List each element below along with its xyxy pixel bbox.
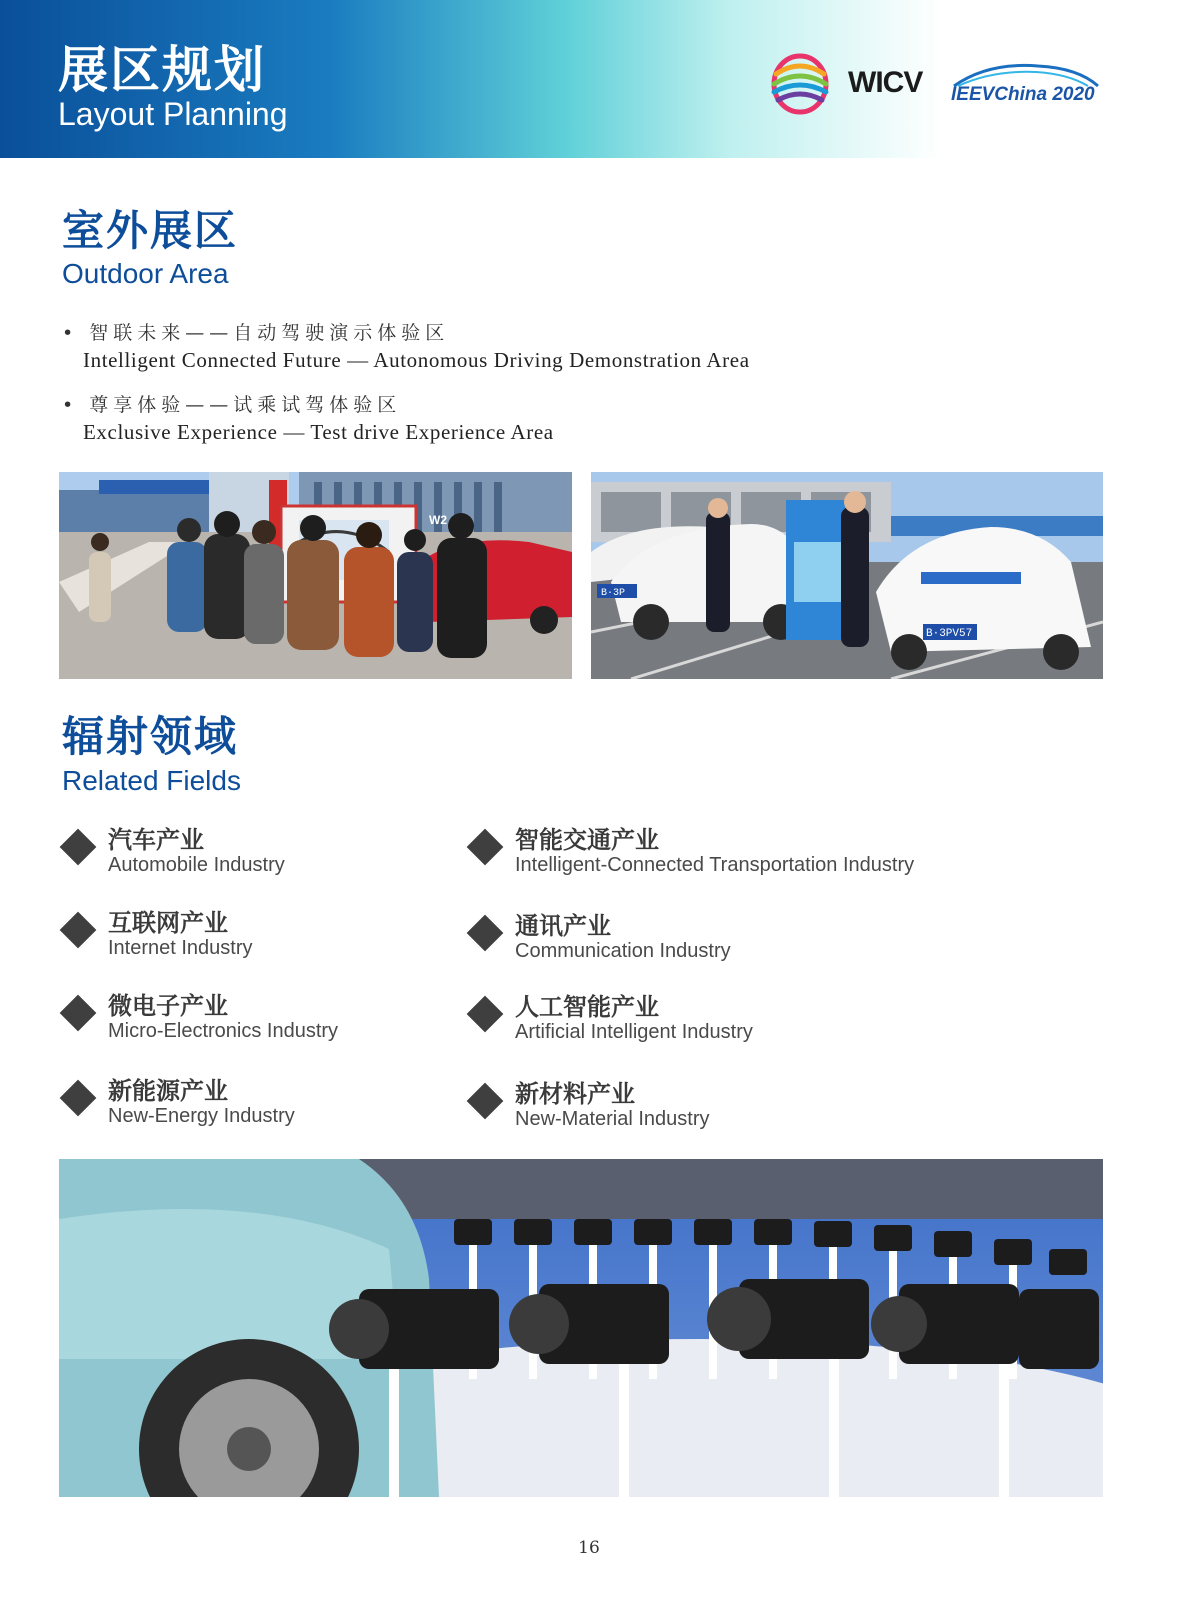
- wicv-logo-text: WICV: [848, 66, 923, 99]
- diamond-bullet-icon: [60, 829, 97, 866]
- field-label-cn: 互联网产业: [108, 909, 228, 937]
- diamond-bullet-icon: [60, 912, 97, 949]
- diamond-bullet-icon: [467, 915, 504, 952]
- field-transportation: [467, 820, 947, 890]
- photo-plate-left: B·3P: [601, 588, 626, 599]
- outdoor-item-1-en: Intelligent Connected Future — Autonomous Driving Demonstration Area: [83, 348, 750, 372]
- field-artificial-intelligence: [467, 987, 947, 1057]
- photo-plate-right: B·3PV57: [926, 628, 973, 640]
- header-banner: [0, 0, 1178, 158]
- page-number: 16: [578, 1538, 600, 1558]
- field-label-cn: 微电子产业: [108, 992, 228, 1020]
- photo-sign-text: W2: [429, 513, 447, 527]
- field-communication: [467, 906, 947, 976]
- outdoor-title-cn: 室外展区: [62, 206, 239, 255]
- field-label-cn: 人工智能产业: [515, 993, 659, 1021]
- field-label-en: Intelligent-Connected Transportation Industry: [515, 854, 915, 876]
- photo-autonomous-driving-demo: [59, 472, 572, 679]
- field-label-en: Internet Industry: [108, 937, 253, 959]
- outdoor-item-2-cn: • 尊享体验——试乘试驾体验区: [62, 394, 402, 416]
- field-label-en: New-Material Industry: [515, 1108, 710, 1130]
- ieev-china-logo-text: IEEVChina 2020: [951, 84, 1095, 105]
- outdoor-item-1-cn: • 智联未来——自动驾驶演示体验区: [62, 322, 450, 344]
- field-label-cn: 通讯产业: [515, 912, 611, 940]
- field-label-cn: 新材料产业: [515, 1080, 635, 1108]
- photo-test-drive-experience: [591, 472, 1103, 679]
- field-label-en: New-Energy Industry: [108, 1105, 295, 1127]
- page-title-en: Layout Planning: [58, 96, 288, 132]
- field-new-material: [467, 1074, 947, 1144]
- diamond-bullet-icon: [60, 1080, 97, 1117]
- outdoor-title-en: Outdoor Area: [62, 258, 229, 289]
- page-title-cn: 展区规划: [58, 41, 266, 99]
- field-label-cn: 汽车产业: [108, 826, 204, 854]
- field-label-cn: 新能源产业: [108, 1077, 228, 1105]
- diamond-bullet-icon: [467, 996, 504, 1033]
- diamond-bullet-icon: [467, 1083, 504, 1120]
- field-label-en: Artificial Intelligent Industry: [515, 1021, 753, 1043]
- photo-camera-array: [59, 1159, 1103, 1497]
- diamond-bullet-icon: [60, 995, 97, 1032]
- outdoor-item-2-en: Exclusive Experience — Test drive Experience Area: [83, 420, 554, 444]
- field-label-en: Communication Industry: [515, 940, 731, 962]
- field-label-cn: 智能交通产业: [515, 826, 659, 854]
- related-title-cn: 辐射领域: [62, 712, 239, 761]
- field-label-en: Automobile Industry: [108, 854, 285, 876]
- related-title-en: Related Fields: [62, 765, 241, 796]
- diamond-bullet-icon: [467, 829, 504, 866]
- field-label-en: Micro-Electronics Industry: [108, 1020, 339, 1042]
